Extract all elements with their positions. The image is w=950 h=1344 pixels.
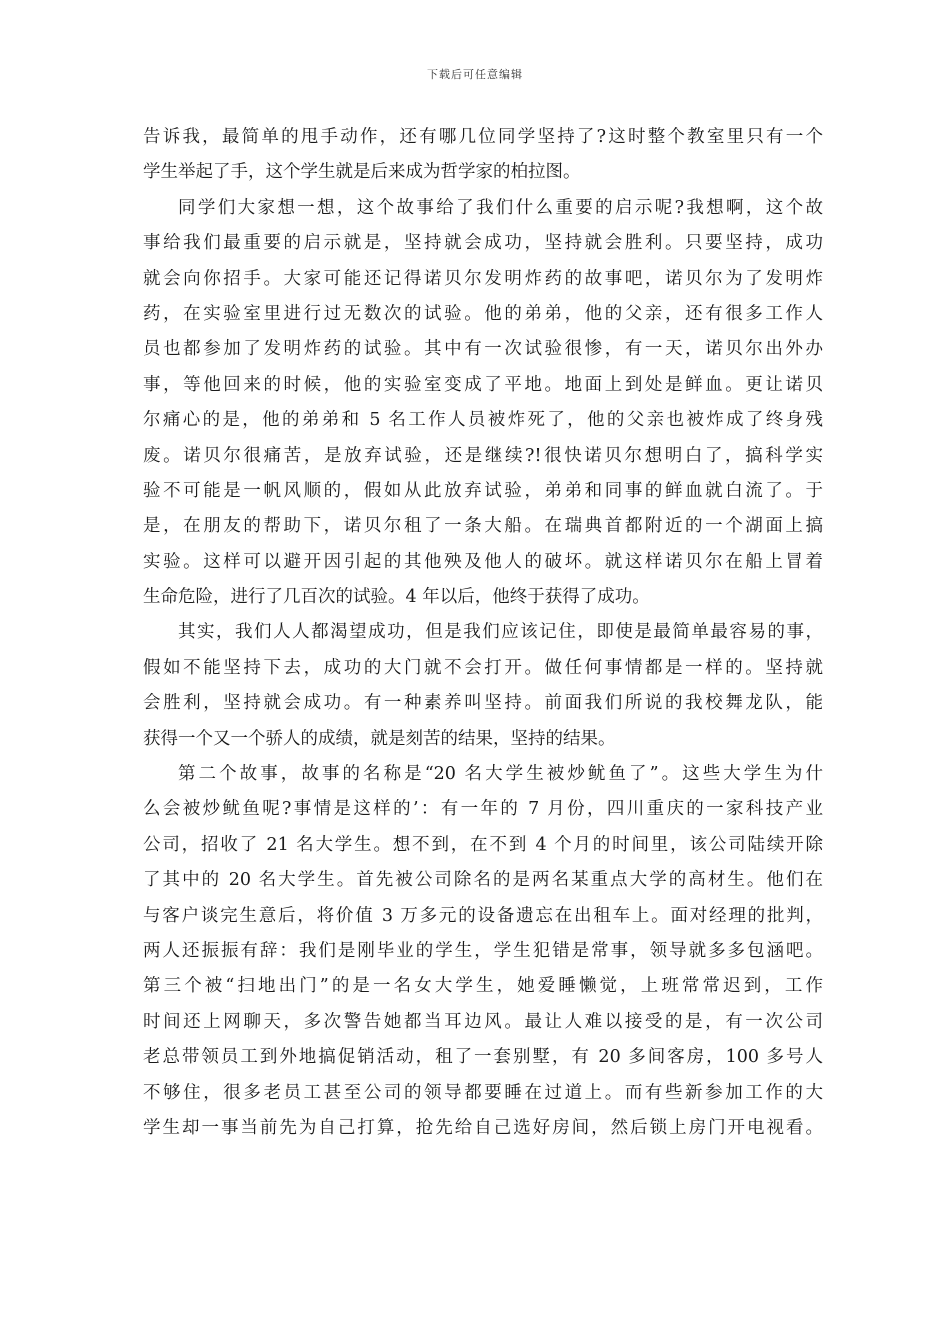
text-line: 事，等他回来的时候，他的实验室变成了平地。地面上到处是鲜血。更让诺贝	[143, 374, 823, 395]
text-line: 了其中的 20 名大学生。首先被公司除名的是两名某重点大学的高材生。他们在	[143, 870, 823, 891]
text-line: 告诉我，最简单的甩手动作，还有哪几位同学坚持了?这时整个教室里只有一个	[143, 127, 823, 147]
text-line: 其实，我们人人都渴望成功，但是我们应该记住，即使是最简单最容易的事，	[178, 622, 823, 643]
text-line: 第二个故事，故事的名称是“20 名大学生被炒鱿鱼了”。这些大学生为什	[178, 764, 823, 785]
body-text	[143, 120, 823, 1146]
text-line: 废。诺贝尔很痛苦，是放弃试验，还是继续?!很快诺贝尔想明白了，搞科学实	[143, 445, 823, 466]
text-line: 会胜利，坚持就会成功。有一种素养叫坚持。前面我们所说的我校舞龙队，能	[143, 693, 823, 714]
text-line: 与客户谈完生意后，将价值 3 万多元的设备遗忘在出租车上。面对经理的批判，	[143, 905, 823, 926]
text-line: 事给我们最重要的启示就是，坚持就会成功，坚持就会胜利。只要坚持，成功	[143, 233, 823, 254]
text-line: 实验。这样可以避开因引起的其他殃及他人的破坏。就这样诺贝尔在船上冒着	[143, 551, 823, 572]
text-line: 两人还振振有辞：我们是刚毕业的学生，学生犯错是常事，领导就多多包涵吧。	[143, 940, 823, 961]
text-line: 同学们大家想一想，这个故事给了我们什么重要的启示呢?我想啊，这个故	[178, 197, 823, 218]
text-line: 生命危险，进行了几百次的试验。4 年以后，他终于获得了成功。	[143, 587, 650, 608]
text-line: 第三个被“扫地出门”的是一名女大学生，她爱睡懒觉，上班常常迟到，工作	[143, 976, 823, 997]
text-line: 不够住，很多老员工甚至公司的领导都要睡在过道上。而有些新参加工作的大	[143, 1082, 823, 1103]
text-line: 就会向你招手。大家可能还记得诺贝尔发明炸药的故事吧，诺贝尔为了发明炸	[143, 268, 823, 289]
text-line: 么会被炒鱿鱼呢?事情是这样的’：有一年的 7 月份，四川重庆的一家科技产业	[143, 799, 823, 820]
text-line: 老总带领员工到外地搞促销活动，租了一套别墅，有 20 多间客房，100 多号人	[143, 1047, 823, 1068]
text-line: 假如不能坚持下去，成功的大门就不会打开。做任何事情都是一样的。坚持就	[143, 657, 823, 678]
page-header: 下载后可任意编辑	[427, 68, 523, 81]
text-line: 员也都参加了发明炸药的试验。其中有一次试验很惨，有一天，诺贝尔出外办	[143, 339, 823, 360]
text-line: 学生却一事当前先为自己打算，抢先给自己选好房间，然后锁上房门开电视看。	[143, 1117, 823, 1138]
text-line: 公司，招收了 21 名大学生。想不到，在不到 4 个月的时间里，该公司陆续开除	[143, 834, 823, 855]
text-line: 验不可能是一帆风顺的，假如从此放弃试验，弟弟和同事的鲜血就白流了。于	[143, 480, 823, 501]
text-line: 学生举起了手，这个学生就是后来成为哲学家的柏拉图。	[143, 162, 581, 183]
text-line: 时间还上网聊天，多次警告她都当耳边风。最让人难以接受的是，有一次公司	[143, 1011, 823, 1032]
text-line: 获得一个又一个骄人的成绩，就是刻苦的结果，坚持的结果。	[143, 728, 616, 749]
text-line: 是，在朋友的帮助下，诺贝尔租了一条大船。在瑞典首都附近的一个湖面上搞	[143, 516, 823, 537]
text-line: 药，在实验室里进行过无数次的试验。他的弟弟，他的父亲，还有很多工作人	[143, 303, 823, 324]
text-line: 尔痛心的是，他的弟弟和 5 名工作人员被炸死了，他的父亲也被炸成了终身残	[143, 410, 823, 431]
